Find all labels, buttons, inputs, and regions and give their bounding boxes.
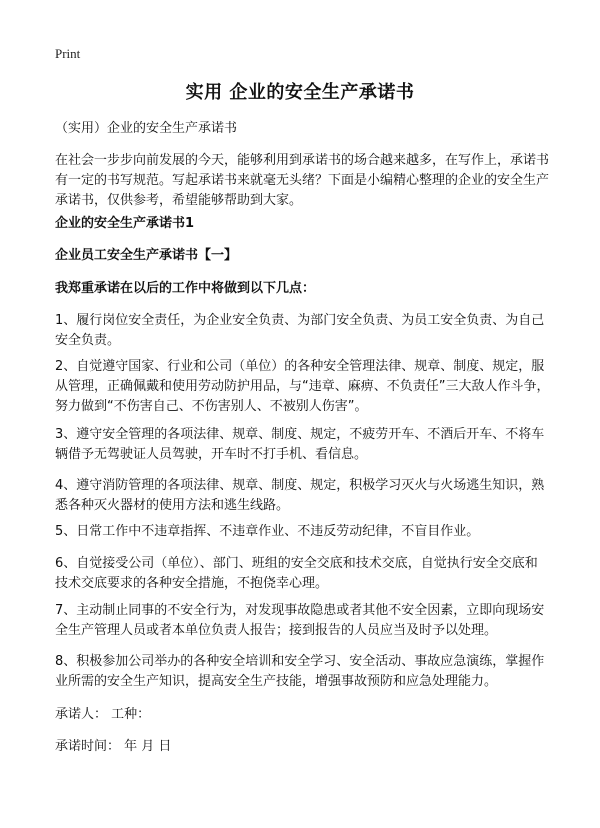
section-heading: 企业的安全生产承诺书1 xyxy=(55,216,195,231)
pledge-item-2: 2、自觉遵守国家、行业和公司（单位）的各种安全管理法律、规章、制度、规定，服从管理，正确佩戴和使用劳动防护用品，与“违章、麻痹、不负责任”三大敌人作斗争，努力做到“不伤害自己、不伤害别人、不被别人伤害”。 xyxy=(55,359,550,414)
date-line: 承诺时间： 年 月 日 xyxy=(55,739,172,754)
intro-paragraph: 在社会一步步向前发展的今天，能够利用到承诺书的场合越来越多，在写作上，承诺书有一定的书写规范。写起承诺书来就毫无头绪？下面是小编精心整理的企业的安全生产承诺书，仅供参考，希望能够帮助到大家。 xyxy=(55,153,550,208)
pledge-item-1: 1、履行岗位安全责任，为企业安全负责、为部门安全负责、为员工安全负责、为自己安全负责。 xyxy=(55,313,545,348)
pledge-item-3: 3、遵守安全管理的各项法律、规章、制度、规定，不疲劳开车、不酒后开车、不将车辆借予无驾驶证人员驾驶，开车时不打手机、看信息。 xyxy=(55,427,545,462)
subsection-heading: 企业员工安全生产承诺书【一】 xyxy=(55,248,238,263)
signer-line: 承诺人： 工种： xyxy=(55,707,151,722)
print-link[interactable]: Print xyxy=(55,46,81,61)
document-title: 实用 企业的安全生产承诺书 xyxy=(185,82,415,103)
pledge-item-6: 6、自觉接受公司（单位）、部门、班组的安全交底和技术交底，自觉执行安全交底和技术交底要求的各种安全措施，不抱侥幸心理。 xyxy=(55,556,538,591)
pledge-item-7: 7、主动制止同事的不安全行为，对发现事故隐患或者其他不安全因素，立即向现场安全生产管理人员或者本单位负责人报告；接到报告的人员应当及时予以处理。 xyxy=(55,603,545,638)
pledge-item-4: 4、遵守消防管理的各项法律、规章、制度、规定，积极学习灭火与火场逃生知识，熟悉各种灭火器材的使用方法和逃生线路。 xyxy=(55,478,545,513)
pledge-item-8: 8、积极参加公司举办的各种安全培训和安全学习、安全活动、事故应急演练，掌握作业所需的安全生产知识，提高安全生产技能，增强事故预防和应急处理能力。 xyxy=(55,654,545,689)
pledge-item-5: 5、日常工作中不违章指挥、不违章作业、不违反劳动纪律，不盲目作业。 xyxy=(55,524,480,539)
document-subtitle: （实用）企业的安全生产承诺书 xyxy=(55,121,238,136)
pledge-lead: 我郑重承诺在以后的工作中将做到以下几点： xyxy=(55,281,316,296)
